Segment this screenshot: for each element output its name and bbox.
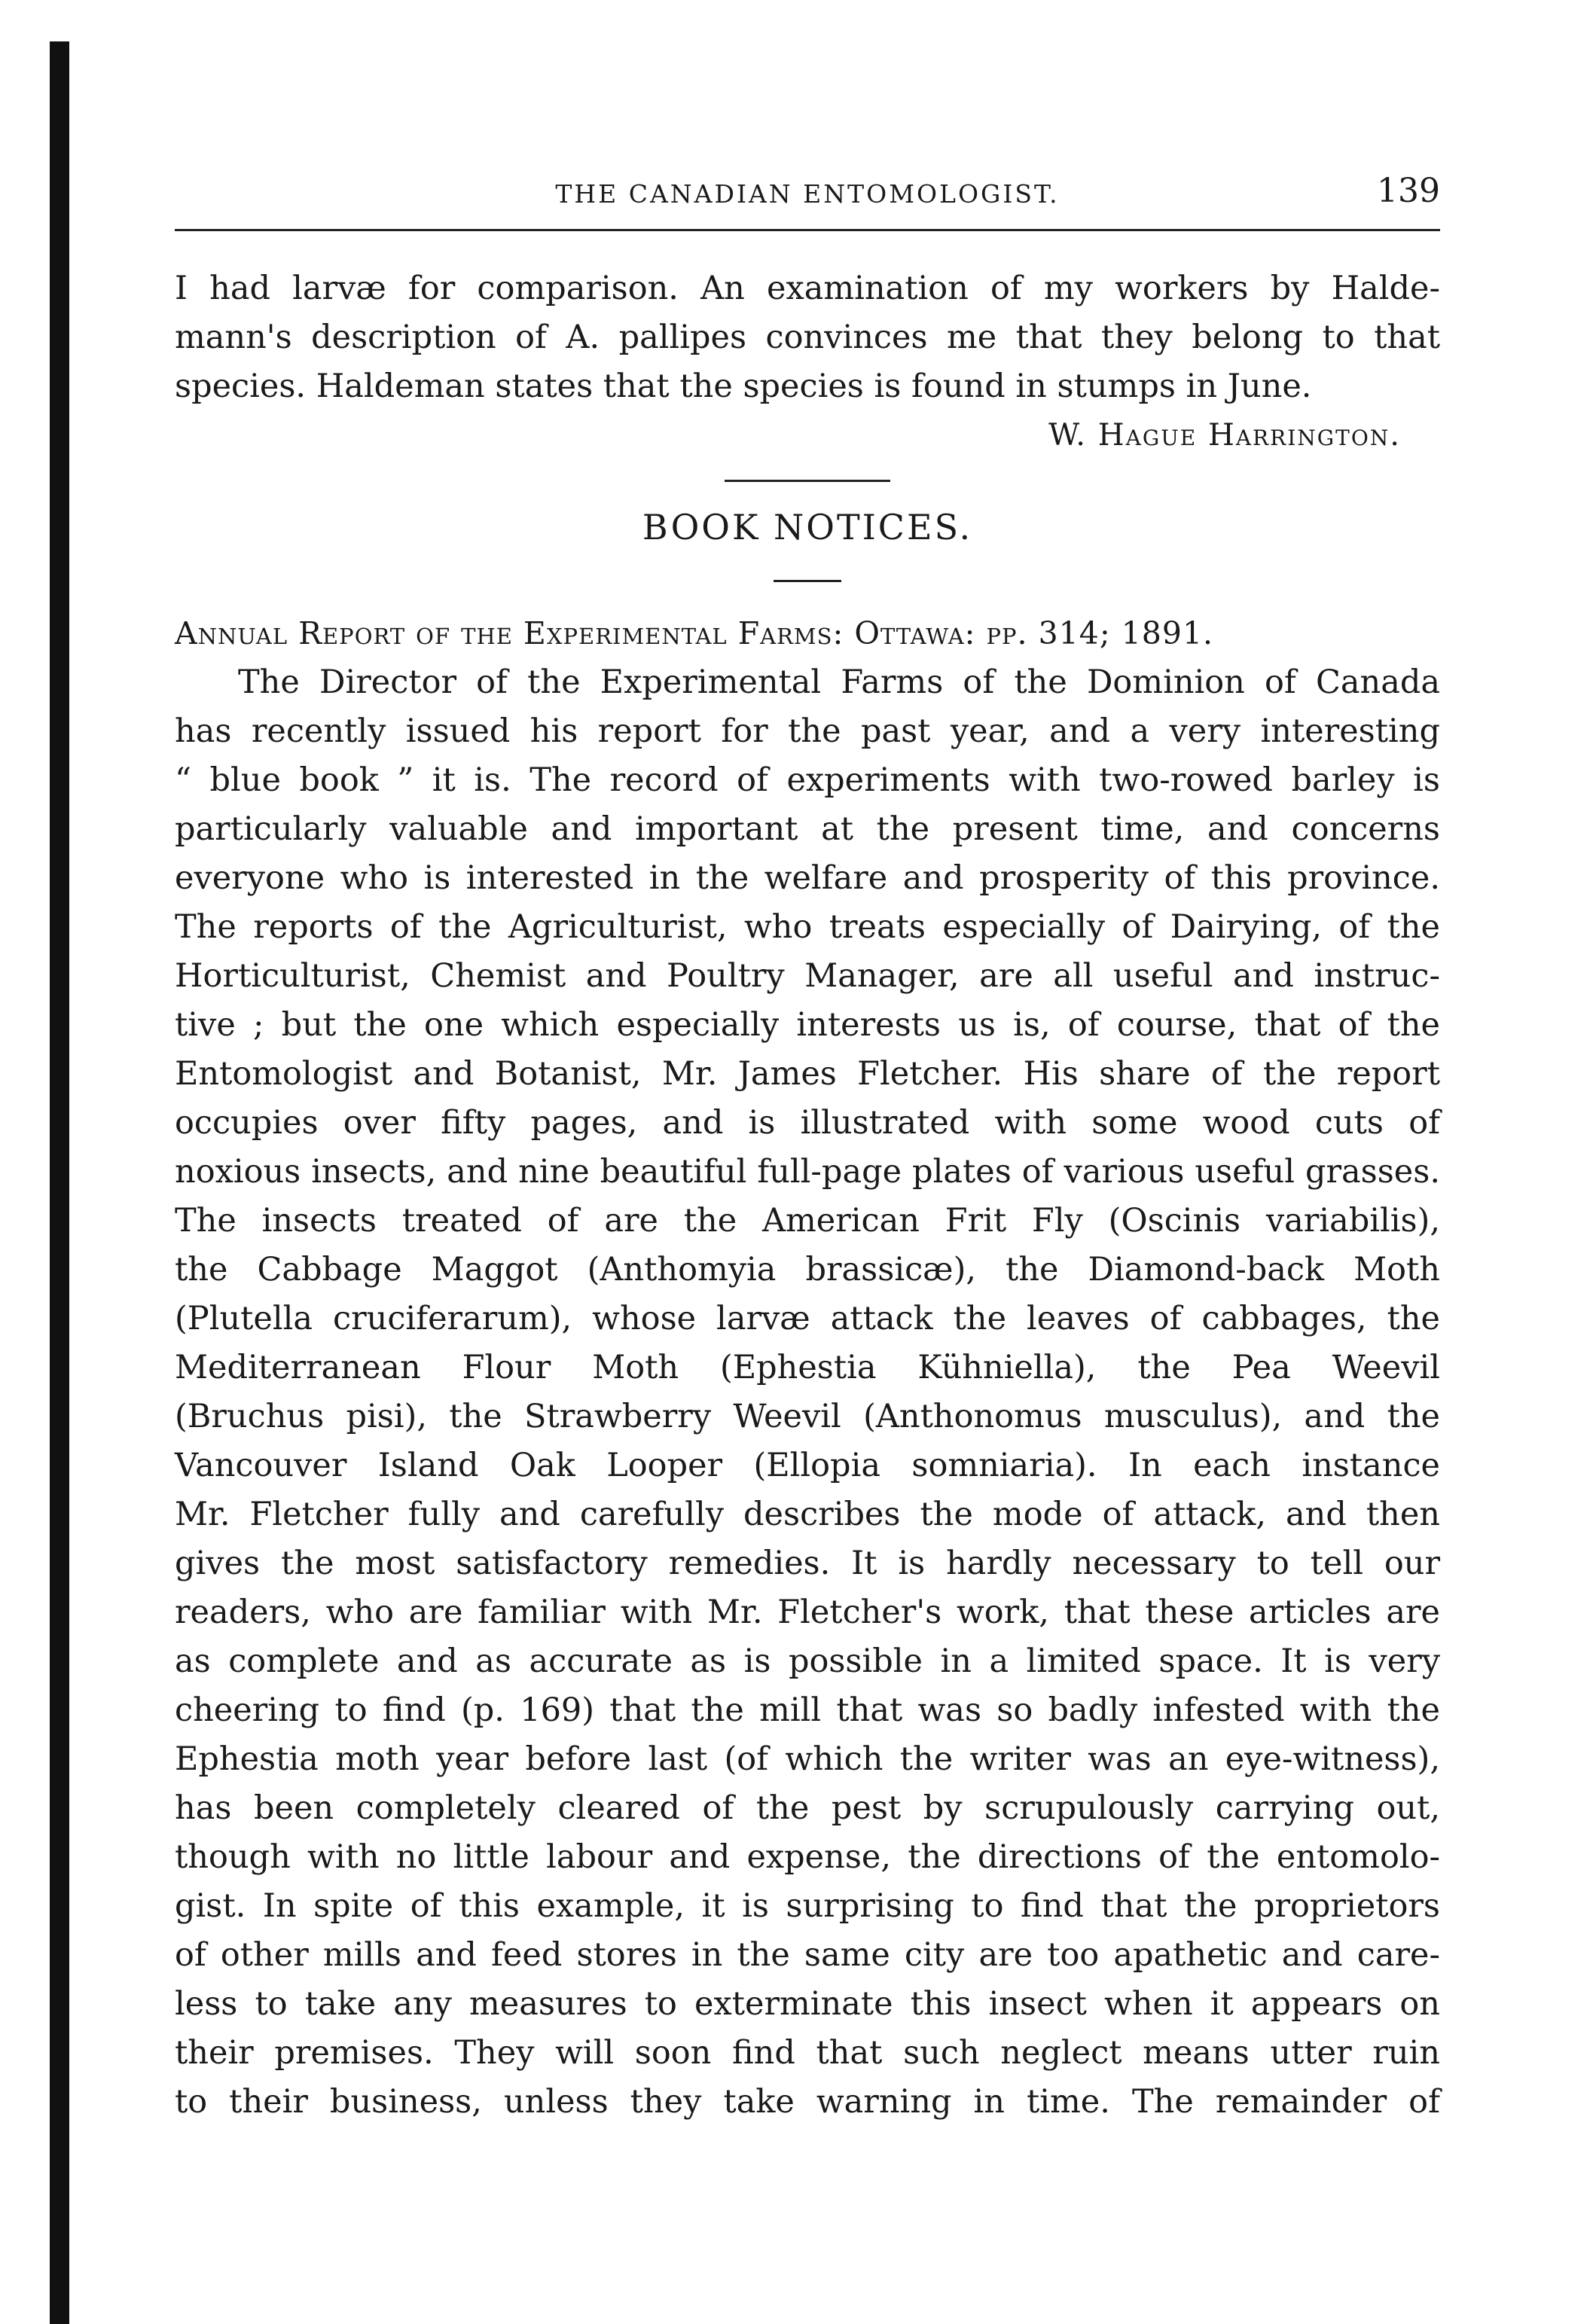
text-line: The reports of the Agriculturist, who treats especially of Dairying, of the [175,908,1440,946]
text-line: though with no little labour and expense, the directions of the entomolo- [175,1838,1440,1876]
signature: W. Hague Harrington. [1048,418,1401,453]
text-line: Mr. Fletcher fully and carefully describes the mode of attack, and then [175,1496,1440,1533]
text-line: their premises. They will soon find that such neglect means utter ruin [175,2034,1440,2072]
text-line: to their business, unless they take warning in time. The remainder of [175,2083,1440,2121]
text-line: everyone who is interested in the welfare and prosperity of this province. [175,859,1440,897]
text-line: the Cabbage Maggot (Anthomyia brassicæ), the Diamond-back Moth [175,1251,1440,1289]
text-line: I had larvæ for comparison. An examination of my workers by Halde- [175,270,1440,307]
page [175,172,1440,2127]
text-line: Mediterranean Flour Moth (Ephestia Kühniella), the Pea Weevil [175,1349,1440,1386]
running-title: THE CANADIAN ENTOMOLOGIST. [555,179,1060,209]
text-line: Ephestia moth year before last (of which the writer was an eye-witness), [175,1740,1440,1778]
text-line: readers, who are familiar with Mr. Fletcher's work, that these articles are [175,1594,1440,1631]
text-line: Vancouver Island Oak Looper (Ellopia somniaria). In each instance [175,1447,1440,1484]
notice-heading: Annual Report of the Experimental Farms: Ottawa: pp. 314; 1891. [175,615,1214,651]
section-title: BOOK NOTICES. [642,507,973,547]
short-rule [774,580,841,582]
text-line: species. Haldeman states that the species is found in stumps in June. [175,368,1312,405]
text-line: “ blue book ” it is. The record of experiments with two-rowed barley is [175,761,1440,799]
page-number: 139 [1377,172,1440,210]
text-line: has recently issued his report for the past year, and a very interesting [175,712,1440,750]
header-rule [175,229,1440,231]
text-line: The Director of the Experimental Farms of the Dominion of Canada [238,663,1440,701]
text-line: tive ; but the one which especially interests us is, of course, that of the [175,1006,1440,1044]
text-line: gives the most satisfactory remedies. It is hardly necessary to tell our [175,1545,1440,1582]
running-head [175,172,1440,224]
intro-paragraph [175,264,1440,411]
text-line: as complete and as accurate as is possible in a limited space. It is very [175,1642,1440,1680]
text-line: Horticulturist, Chemist and Poultry Manager, are all useful and instruc- [175,957,1440,995]
text-line: of other mills and feed stores in the same city are too apathetic and care- [175,1936,1440,1974]
text-line: mann's description of A. pallipes convinces me that they belong to that [175,319,1440,356]
text-line: cheering to find (p. 169) that the mill that was so badly infested with the [175,1691,1440,1729]
text-line: particularly valuable and important at the present time, and concerns [175,810,1440,848]
text-line: (Bruchus pisi), the Strawberry Weevil (Anthonomus musculus), and the [175,1398,1440,1435]
text-line: The insects treated of are the American Frit Fly (Oscinis variabilis), [175,1202,1440,1240]
text-line: has been completely cleared of the pest by scrupulously carrying out, [175,1789,1440,1827]
text-line: Entomologist and Botanist, Mr. James Fletcher. His share of the report [175,1055,1440,1093]
section-rule [725,480,890,482]
book-notice-paragraph [175,658,1440,2127]
text-line: gist. In spite of this example, it is surprising to find that the proprietors [175,1887,1440,1925]
text-line: occupies over fifty pages, and is illustrated with some wood cuts of [175,1104,1440,1142]
text-line: noxious insects, and nine beautiful full-page plates of various useful grasses. [175,1153,1440,1191]
binding-edge [50,41,69,2324]
text-line: less to take any measures to exterminate this insect when it appears on [175,1985,1440,2023]
text-line: (Plutella cruciferarum), whose larvæ attack the leaves of cabbages, the [175,1300,1440,1337]
